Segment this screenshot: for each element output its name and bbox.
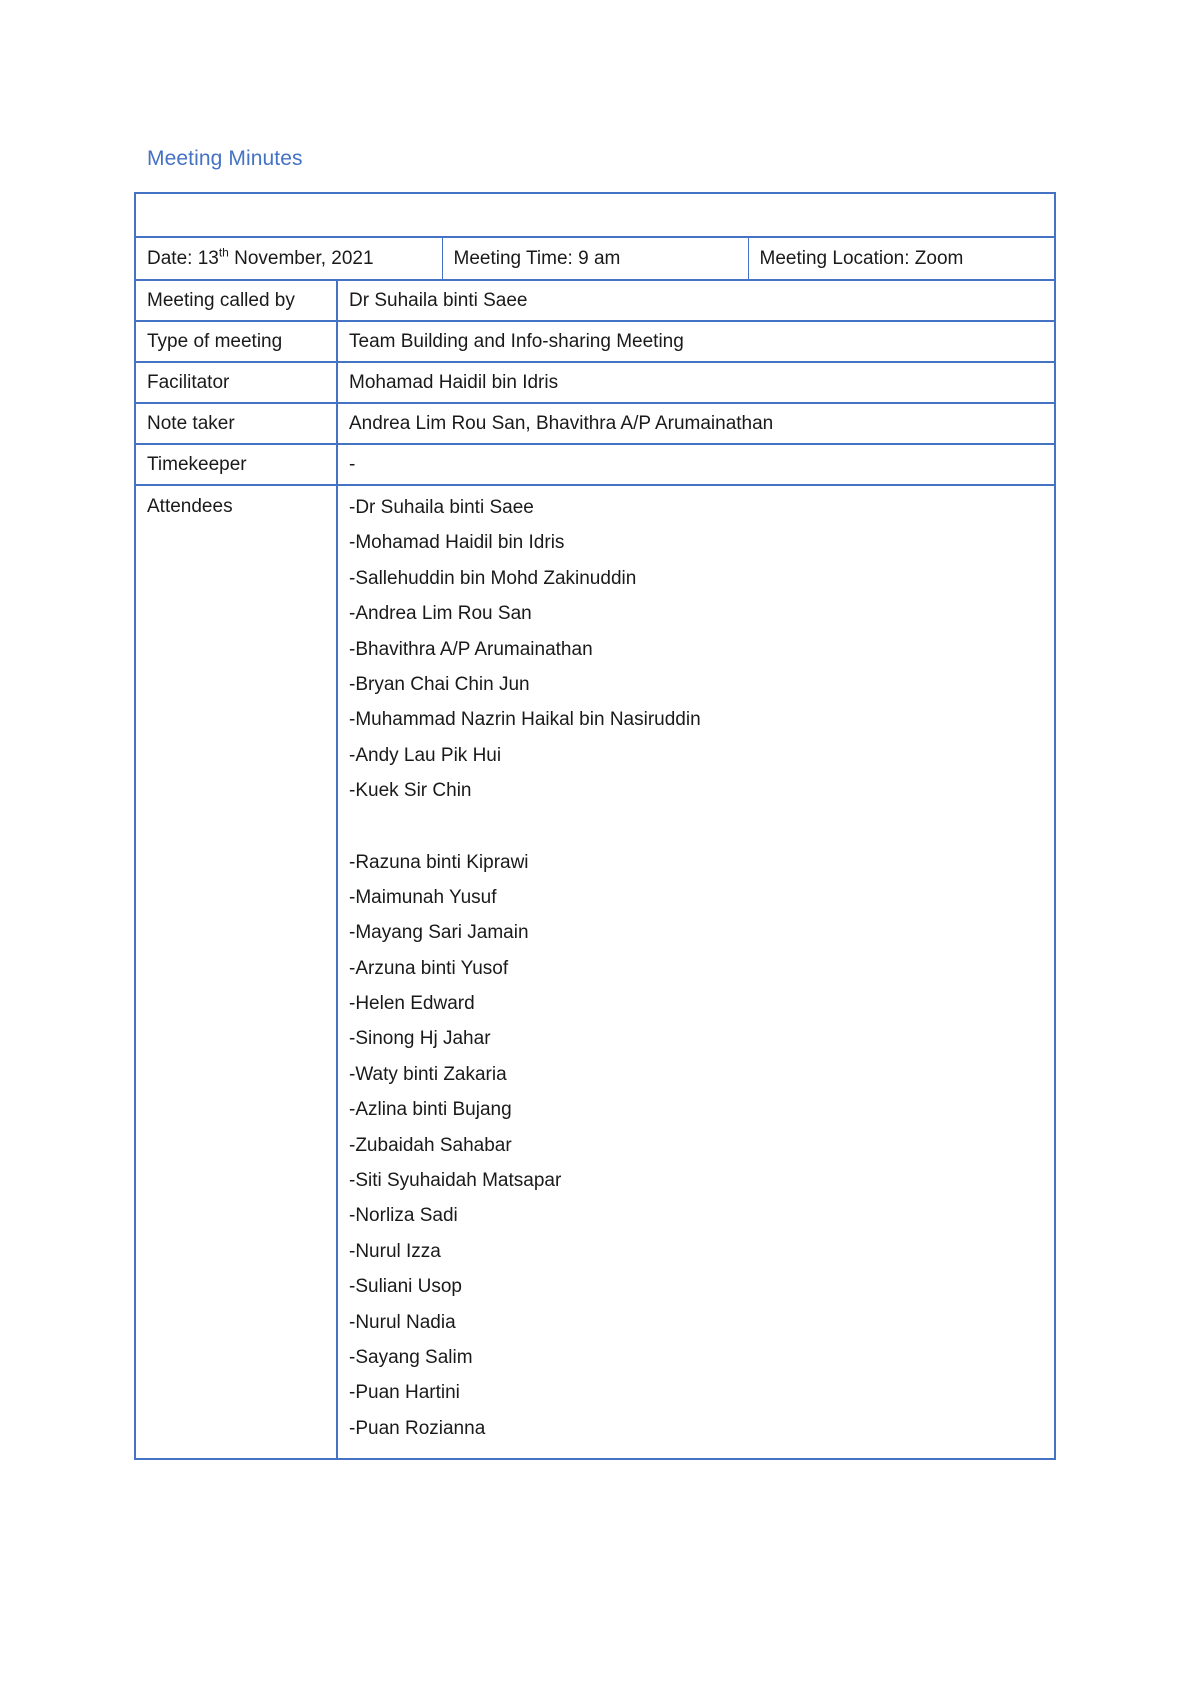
row-facilitator — [135, 362, 1055, 403]
row-meeting-called-by — [135, 280, 1055, 321]
attendee-item: -Dr Suhaila binti Saee — [349, 497, 534, 518]
attendee-item: -Nurul Nadia — [349, 1311, 456, 1333]
attendee-item: -Suliani Usop — [349, 1276, 462, 1298]
attendee-item: -Azlina binti Bujang — [349, 1099, 512, 1121]
row-label: Meeting called by — [135, 280, 337, 321]
attendee-item: -Nurul Izza — [349, 1240, 441, 1262]
attendee-list — [349, 496, 1043, 1452]
row-value: - — [337, 444, 1055, 485]
header-blank-row — [135, 193, 1055, 237]
info-inner-table — [136, 238, 1054, 279]
attendee-item: -Norliza Sadi — [349, 1205, 458, 1227]
meeting-location: Meeting Location: Zoom — [759, 247, 964, 269]
attendee-item: -Sallehuddin bin Mohd Zakinuddin — [349, 567, 637, 589]
attendee-item: -Sayang Salim — [349, 1346, 473, 1368]
date-superscript: th — [218, 245, 229, 260]
attendees-label: Attendees — [135, 485, 337, 1459]
attendee-item: -Puan Rozianna — [349, 1417, 486, 1439]
attendee-item: -Andrea Lim Rou San — [349, 603, 532, 625]
row-label: Timekeeper — [135, 444, 337, 485]
info-row — [135, 237, 1055, 280]
meeting-date: Date: 13th November, 2021 — [136, 238, 442, 279]
row-timekeeper — [135, 444, 1055, 485]
attendee-item: -Sinong Hj Jahar — [349, 1028, 491, 1050]
document-title: Meeting Minutes — [147, 147, 303, 170]
attendee-group-gap — [349, 815, 1043, 851]
attendee-item: -Muhammad Nazrin Haikal bin Nasiruddin — [349, 709, 701, 731]
attendee-item: -Mayang Sari Jamain — [349, 922, 529, 944]
attendees-cell — [337, 485, 1055, 1459]
attendee-item: -Bryan Chai Chin Jun — [349, 673, 530, 695]
attendee-item: -Waty binti Zakaria — [349, 1063, 507, 1085]
minutes-table — [134, 192, 1056, 1460]
blank-cell — [135, 193, 1055, 237]
row-value: Team Building and Info-sharing Meeting — [337, 321, 1055, 362]
row-label: Type of meeting — [135, 321, 337, 362]
row-attendees — [135, 485, 1055, 1459]
row-type-of-meeting — [135, 321, 1055, 362]
attendee-item: -Arzuna binti Yusof — [349, 957, 509, 979]
attendee-item: -Kuek Sir Chin — [349, 780, 472, 802]
row-label: Note taker — [135, 403, 337, 444]
row-value: Andrea Lim Rou San, Bhavithra A/P Arumainathan — [337, 403, 1055, 444]
row-note-taker — [135, 403, 1055, 444]
meeting-time: Meeting Time: 9 am — [442, 238, 748, 279]
row-value: Mohamad Haidil bin Idris — [337, 362, 1055, 403]
attendee-item: -Razuna binti Kiprawi — [349, 851, 529, 873]
attendee-item: -Helen Edward — [349, 993, 475, 1015]
row-value: Dr Suhaila binti Saee — [337, 280, 1055, 321]
attendee-item: -Andy Lau Pik Hui — [349, 744, 502, 766]
attendee-item: -Zubaidah Sahabar — [349, 1134, 512, 1156]
row-label: Facilitator — [135, 362, 337, 403]
attendee-item: -Puan Hartini — [349, 1382, 460, 1404]
attendee-item: -Maimunah Yusuf — [349, 886, 497, 908]
attendee-item: -Siti Syuhaidah Matsapar — [349, 1170, 562, 1192]
attendee-item: -Bhavithra A/P Arumainathan — [349, 638, 593, 660]
attendee-item: -Mohamad Haidil bin Idris — [349, 532, 565, 554]
